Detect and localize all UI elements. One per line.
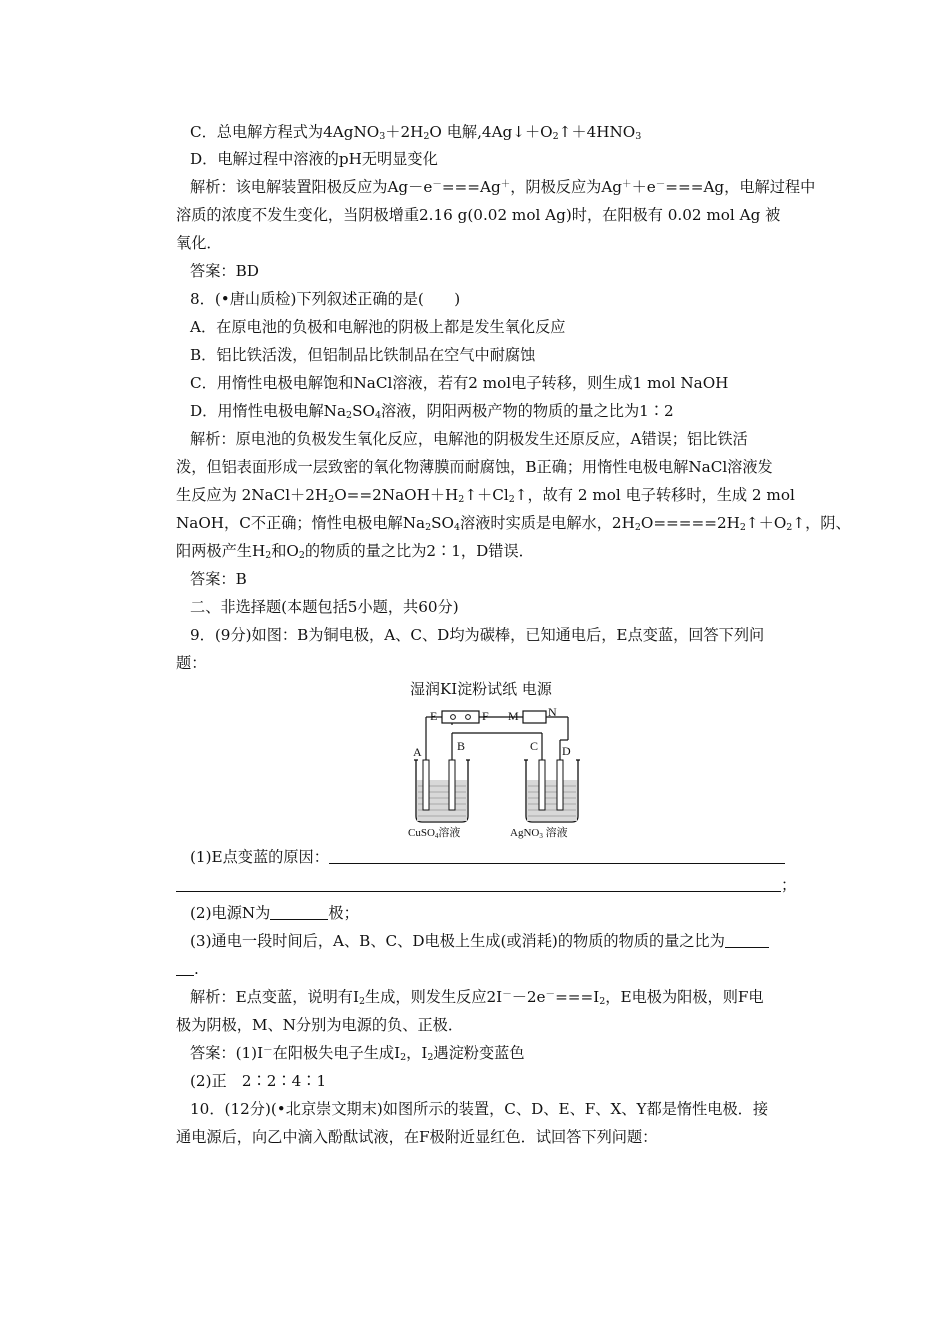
sub-question-3-cont: . bbox=[176, 959, 199, 979]
analysis-line: 泼，但铝表面形成一层致密的氧化物薄膜而耐腐蚀，B正确；用惰性电极电解NaCl溶液发 bbox=[176, 458, 773, 476]
label-N: N bbox=[548, 705, 557, 719]
question-9: 9．(9分)如图：B为铜电极，A、C、D均为碳棒，已知通电后，E点变蓝，回答下列问 bbox=[190, 626, 765, 644]
question-9-cont: 题： bbox=[176, 654, 207, 672]
answer-line: 答案：(1)I－在阳极失电子生成$I_2$，$I_2$遇淀粉变蓝色 bbox=[190, 1044, 525, 1063]
answer-blank[interactable] bbox=[725, 933, 769, 948]
label-C: C bbox=[530, 739, 539, 753]
analysis-line: 阳两极产生$H_2$和$O_2$的物质的量之比为2∶1，D错误． bbox=[176, 542, 534, 561]
option-c-equation: C．总电解方程式为$4AgNO_3+2H_2O$ 电解$,4Ag↓+O_2↑+4HNO_3$ bbox=[190, 123, 642, 142]
ki-starch-paper bbox=[442, 711, 479, 723]
analysis-line: 解析：该电解装置阳极反应为Ag－e－===Ag＋，阴极反应为Ag＋＋e－===Ag，电解过程中 bbox=[190, 178, 816, 196]
label-B: B bbox=[457, 739, 466, 753]
section-heading: 二、非选择题(本题包括5小题，共60分) bbox=[190, 598, 459, 616]
label-F: F bbox=[482, 709, 489, 723]
analysis-line: 生反应为 $2NaCl+2H_2O==2NaOH+H_2↑+Cl_2↑$，故有 2 mol 电子转移时，生成 2 mol bbox=[176, 486, 795, 505]
option-c: C．用惰性电极电解饱和NaCl溶液，若有2 mol电子转移，则生成1 mol NaOH bbox=[190, 374, 729, 392]
answer-line: 答案：BD bbox=[190, 262, 259, 280]
power-source bbox=[523, 711, 546, 723]
option-d: D．电解过程中溶液的pH无明显变化 bbox=[190, 150, 438, 168]
left-solution-label: CuSO4溶液 bbox=[408, 827, 461, 840]
label-D: D bbox=[562, 744, 571, 758]
analysis-line: NaOH，C不正确；惰性电极电解$Na_2SO_4$溶液时实质是电解水，$2H_2O=====2H_2↑+O_2↑$，阴、 bbox=[176, 514, 851, 533]
label-M: M bbox=[508, 709, 519, 723]
answer-blank[interactable] bbox=[329, 849, 785, 864]
analysis-line: 溶质的浓度不发生变化，当阴极增重2.16 g(0.02 mol Ag)时，在阳极有 0.02 mol Ag 被 bbox=[176, 206, 781, 224]
sub-question-3: (3)通电一段时间后，A、B、C、D电极上生成(或消耗)的物质的物质的量之比为 bbox=[190, 931, 769, 951]
sub-question-2: (2)电源N为 极； bbox=[190, 904, 359, 922]
right-beaker bbox=[524, 760, 580, 822]
option-a: A．在原电池的负极和电解池的阴极上都是发生氧化反应 bbox=[190, 318, 566, 336]
analysis-line: 解析：原电池的负极发生氧化反应，电解池的阴极发生还原反应，A错误；铝比铁活 bbox=[190, 430, 748, 448]
option-b: B．铝比铁活泼，但铝制品比铁制品在空气中耐腐蚀 bbox=[190, 346, 536, 364]
answer-blank[interactable] bbox=[176, 877, 781, 892]
electrolysis-apparatus-diagram bbox=[400, 700, 600, 840]
label-E: E bbox=[430, 709, 438, 723]
question-10-cont: 通电源后，向乙中滴入酚酞试液，在F极附近显红色．试回答下列问题： bbox=[176, 1128, 658, 1146]
right-solution-label: AgNO3 溶液 bbox=[510, 827, 568, 840]
analysis-line: 氧化． bbox=[176, 234, 222, 252]
analysis-line: 极为阴极，M、N分别为电源的负、正极． bbox=[176, 1016, 464, 1034]
label-A: A bbox=[413, 745, 422, 759]
analysis-line: 解析：E点变蓝，说明有$I_2$生成，则发生反应$2I^--2e^-===I_2$，E电极为阳极，则F电 bbox=[190, 988, 764, 1007]
option-d: D．用惰性电极电解$Na_2SO_4$溶液，阴阳两极产物的物质的量之比为1∶2 bbox=[190, 402, 674, 421]
answer-line: (2)正 2∶2∶4∶1 bbox=[190, 1072, 327, 1090]
answer-blank[interactable] bbox=[270, 905, 328, 920]
figure-title: 湿润KI淀粉试纸 电源 bbox=[410, 680, 552, 698]
question-8: 8．(•唐山质检)下列叙述正确的是( ) bbox=[190, 290, 461, 308]
answer-line: 答案：B bbox=[190, 570, 247, 588]
sub-question-1-cont: ； bbox=[176, 875, 796, 895]
left-beaker bbox=[414, 760, 470, 822]
sub-question-1: (1)E点变蓝的原因： bbox=[190, 847, 785, 867]
answer-blank[interactable] bbox=[176, 961, 194, 976]
question-10: 10．(12分)(•北京崇文期末)如图所示的装置，C、D、E、F、X、Y都是惰性电极．接 bbox=[190, 1100, 769, 1118]
